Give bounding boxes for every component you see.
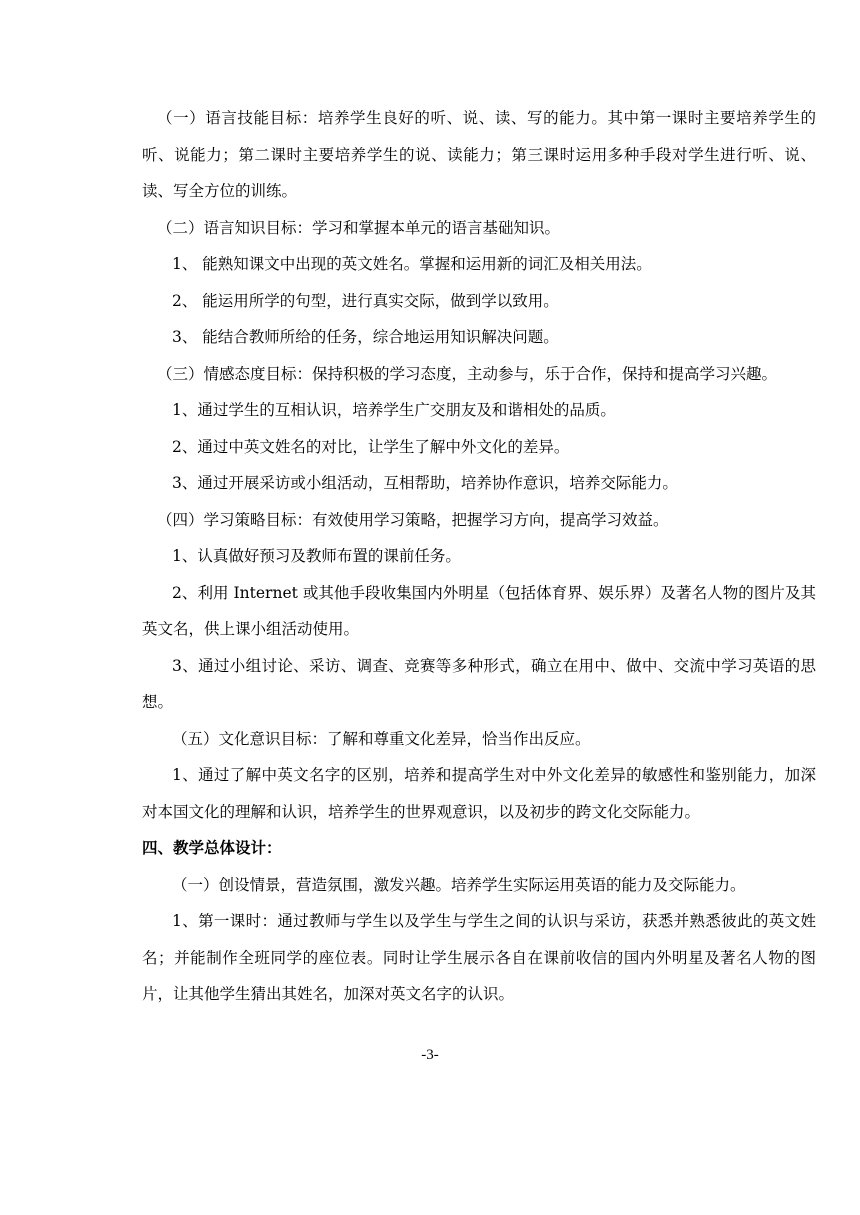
list-item: 1、通过了解中英文名字的区别，培养和提高学生对中外文化差异的敏感性和鉴别能力，加深对本国文化的理解和认识，培养学生的世界观意识，以及初步的跨文化交际能力。 bbox=[142, 766, 816, 821]
paragraph-language-skills-goal: （一）语言技能目标：培养学生良好的听、说、读、写的能力。其中第一课时主要培养学生的听、说能力；第二课时主要培养学生的说、读能力；第三课时运用多种手段对学生进行听、说、读、写全方位的训练。 bbox=[142, 109, 816, 200]
list-item: 2、 能运用所学的句型，进行真实交际，做到学以致用。 bbox=[172, 291, 559, 310]
paragraph-learning-strategy-goal: （四）学习策略目标：有效使用学习策略，把握学习方向，提高学习效益。 bbox=[157, 510, 669, 529]
paragraph-language-knowledge-goal: （二）语言知识目标：学习和掌握本单元的语言基础知识。 bbox=[157, 218, 561, 237]
page-number: -3- bbox=[421, 1047, 439, 1063]
paragraph-cultural-awareness-goal: （五）文化意识目标：了解和尊重文化差异，恰当作出反应。 bbox=[172, 729, 591, 748]
paragraph-emotion-attitude-goal: （三）情感态度目标：保持积极的学习态度，主动参与，乐于合作，保持和提高学习兴趣。 bbox=[157, 364, 778, 383]
list-item: 1、第一课时：通过教师与学生以及学生与学生之间的认识与采访，获悉并熟悉彼此的英文姓名；并能制作全班同学的座位表。同时让学生展示各自在课前收信的国内外明星及著名人物的图片，让其他学生猜出其姓名，加深对英文名字的认识。 bbox=[142, 912, 816, 1003]
list-item: 2、利用 Internet 或其他手段收集国内外明星（包括体育界、娱乐界）及著名人物的图片及其英文名，供上课小组活动使用。 bbox=[142, 583, 816, 638]
section-heading-overall-design: 四、教学总体设计： bbox=[142, 839, 282, 857]
list-item: 1、通过学生的互相认识，培养学生广交朋友及和谐相处的品质。 bbox=[172, 401, 616, 419]
paragraph-create-scenario: （一）创设情景，营造氛围，激发兴趣。培养学生实际运用英语的能力及交际能力。 bbox=[172, 875, 746, 894]
list-item: 1、认真做好预习及教师布置的课前任务。 bbox=[172, 547, 461, 565]
list-item: 3、 能结合教师所给的任务，综合地运用知识解决问题。 bbox=[172, 328, 559, 346]
list-item: 1、 能熟知课文中出现的英文姓名。掌握和运用新的词汇及相关用法。 bbox=[172, 255, 652, 273]
list-item: 3、通过开展采访或小组活动，互相帮助，培养协作意识，培养交际能力。 bbox=[172, 474, 678, 492]
list-item: 2、通过中英文姓名的对比，让学生了解中外文化的差异。 bbox=[172, 437, 570, 456]
page-content bbox=[142, 100, 816, 1013]
list-item: 3、通过小组讨论、采访、调查、竞赛等多种形式，确立在用中、做中、交流中学习英语的思想。 bbox=[142, 656, 816, 711]
